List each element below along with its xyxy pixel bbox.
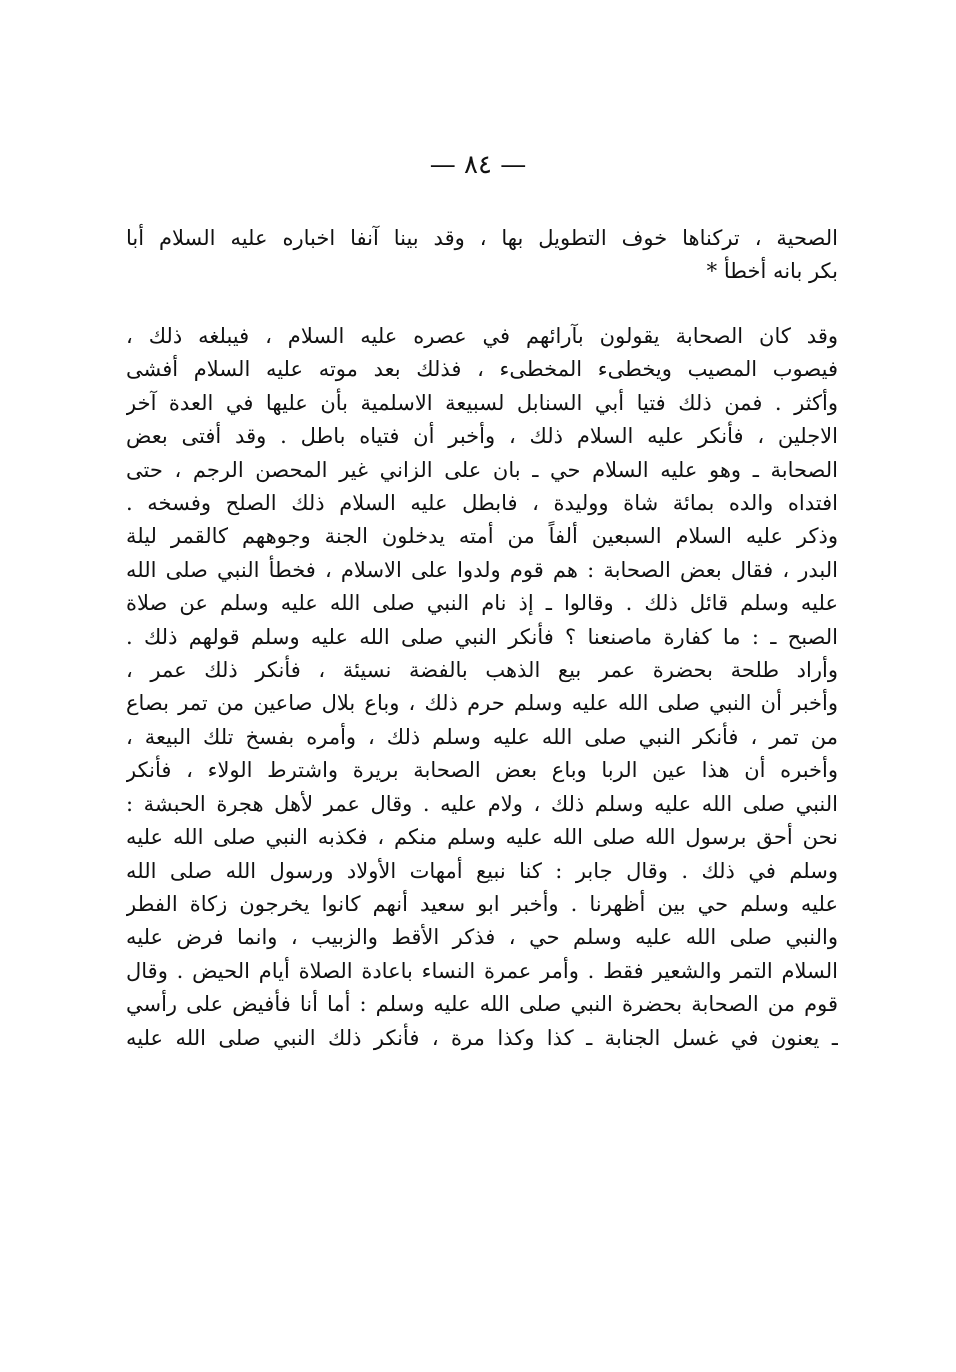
text-line: عليه وسلم قائل ذلك . وقالوا ـ إذ نام النبي صلى الله عليه وسلم عن صلاة: [126, 591, 838, 616]
text-line: وذكر عليه السلام السبعين ألفاً من أمته يدخلون الجنة وجوههم كالقمر ليلة: [126, 524, 838, 549]
text-line: الصحابة ـ وهو عليه السلام حي ـ بان على الزاني غير المحصن الرجم ، حتى: [126, 457, 838, 482]
text-line: افتداه والده بمائة شاة ووليدة ، فابطل عليه السلام ذلك الصلح وفسخه .: [126, 491, 838, 516]
text-line: الاجلين ، فأنكر عليه السلام ذلك ، وأخبر أن فتياه باطل . وقد أفتى بعض: [126, 424, 838, 449]
text-line: وأراد طلحة بحضرة عمر بيع الذهب بالفضة نسيئة ، فأنكر ذلك عمر ،: [126, 658, 838, 683]
paragraph-1: [126, 222, 838, 289]
text-line: وسلم في ذلك . وقال جابر : كنا نبيع أمهات الأولاد ورسول الله صلى الله: [126, 858, 838, 883]
text-line: النبي صلى الله عليه وسلم ذلك ، ولام عليه . وقال عمر لأهل هجرة الحبشة :: [126, 791, 838, 816]
text-line: وأخبر أن النبي صلى الله عليه وسلم حرم ذلك ، وباع بلال صاعين من تمر بصاع: [126, 691, 838, 716]
text-line: السلام التمر والشعير فقط . وأمر عمرة النساء باعادة الصلاة أيام الحيض . وقال: [126, 958, 838, 983]
text-line: فيصوب المصيب ويخطىء المخطىء ، فذلك بعد موته عليه السلام أفشى: [126, 357, 838, 382]
text-line: عليه وسلم حي بين أظهرنا . وأخبر ابو سعيد أنهم كانوا يخرجون زكاة الفطر: [126, 891, 838, 916]
text-line: البدر ، فقال بعض الصحابة : هم قوم ولدوا على الاسلام ، فخطأ النبي صلى الله: [126, 557, 838, 582]
paragraph-2: [126, 320, 838, 1055]
text-line: ـ يعنون في غسل الجنابة ـ كذا وكذا مرة ، فأنكر ذلك النبي صلى الله عليه: [126, 1025, 838, 1050]
text-line: الصحية ، تركناها خوف التطويل بها ، وقد بينا آنفا اخباره عليه السلام أبا: [126, 226, 838, 250]
text-line: الصبح ـ : ما كفارة ماصنعنا ؟ فأنكر النبي صلى الله عليه وسلم قولهم ذلك .: [126, 624, 838, 649]
page-number: — ٨٤ —: [429, 150, 527, 180]
text-line: من تمر ، فأنكر النبي صلى الله عليه وسلم ذلك ، وأمره بفسخ تلك البيعة ،: [126, 724, 838, 749]
text-line: والنبي صلى الله عليه وسلم حي ، فذكر الأقط والزبيب ، وانما فرض عليه: [126, 925, 838, 950]
text-line: وأخبره أن هذا عين الربا وباع بعض الصحابة بريرة واشترط الولاء ، فأنكر: [126, 758, 838, 783]
text-line: نحن أحق برسول الله صلى الله عليه وسلم منكم ، فكذبه النبي صلى الله عليه: [126, 825, 838, 850]
text-line: قوم من الصحابة بحضرة النبي صلى الله عليه وسلم : أما أنا فأفيض على رأسي: [126, 992, 838, 1017]
text-line: وأكثر . فمن ذلك فتيا أبي السنابل لسبيعة الاسلمية بأن عليها في العدة آخر: [126, 390, 838, 415]
text-line: وقد كان الصحابة يقولون بآرائهم في عصره عليه السلام ، فيبلغه ذلك ،: [126, 324, 838, 348]
text-line: بكر بانه أخطأ *: [706, 259, 838, 284]
